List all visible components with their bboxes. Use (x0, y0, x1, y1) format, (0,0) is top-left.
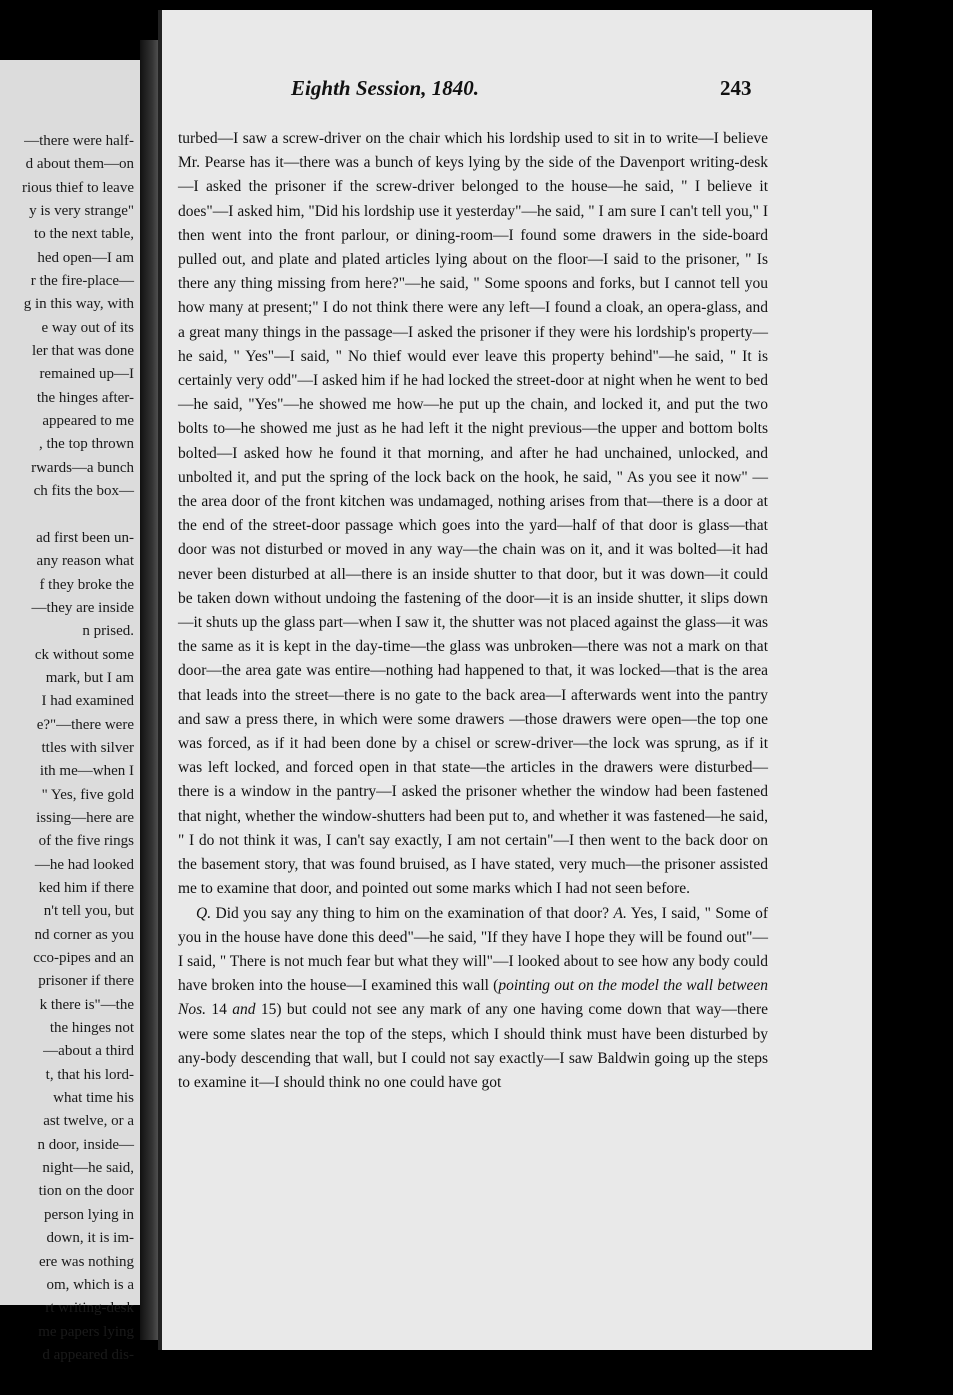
left-page-line: e way out of its (41, 319, 134, 336)
left-page-line: " Yes, five gold (41, 786, 134, 803)
left-page-line: ttles with silver (41, 739, 134, 756)
left-page-line: ch fits the box— (33, 483, 134, 500)
left-page-line: ked him if there (38, 880, 134, 896)
left-page-line: any reason what (36, 553, 134, 570)
left-page-line: ere was nothing (39, 1253, 134, 1270)
left-page-line: ler that was done (31, 343, 134, 360)
left-page-line: the hinges after- (36, 389, 134, 406)
left-page-line: n't tell you, but (43, 903, 134, 920)
left-page-line: —about a third (43, 1043, 134, 1060)
left-page-line: ck without some (34, 646, 134, 663)
left-page-line: —they are inside (31, 599, 134, 616)
left-page (0, 60, 146, 1363)
left-page-line: n door, inside— (37, 1136, 134, 1153)
left-page-text (0, 130, 134, 1367)
left-page-line: rt writing-desk (45, 1300, 134, 1317)
left-page-line: f they broke the (39, 576, 134, 593)
left-page-line: me papers lying (38, 1323, 134, 1340)
left-page-line: k there is"—the (39, 996, 134, 1013)
paragraph-testimony: turbed—I saw a screw-driver on the chair which his lordship used to sit in to write—I believe Mr. Pearse has it—there was a bunch of keys lying by the side of the Davenport writing-desk—I asked the prisoner if the screw-driver belonged to the house—he said, " I believe it does"—I asked him, "Did his lordship use it yesterday"—he said, " I am sure I can't tell you," I then went into the front parlour, or dining-room—I found some drawers in the side-board pulled out, and plate and plated articles lying about on the floor—I said to the prisoner, " Is there any thing missing from here?"—he said, " Some spoons and forks, but I cannot tell you how many at present;" I do not think there were any left—I found a cloak, an opera-glass, and a great many things in the passage—I asked the prisoner if they were his lordship's property—he said, " Yes"—I said, " No thief would ever leave this property behind"—he said, " It is certainly very odd"—I asked him if he had locked the street-door at night when he went to bed—he said, "Yes"—he showed me how—he put up the chain, and locked it, and put the two bolts to—he showed me just as he had left it the night previous—the upper and bottom bolts bolted—I asked how he found it that morning, and after he had unchained, unlocked, and unbolted it, and put the spring of the lock back on the hook, he said, " As you see it now" —the area door of the front kitchen was undamaged, nothing arises from that—there is a door at the end of the street-door passage which goes into the yard—half of that door is glass—that door was not disturbed or moved in any way—the chain was on it, and it was bolted—it had never been disturbed at all—there is an inside shutter to that door, but it was down—it could be taken down without undoing the fastening of the door—it is an inside shutter, it slips down—it shuts up the glass part—when I saw it, the shutter was not placed against the glass—it was the same as it is kept in the day-time—the glass was unbroken—there was not a mark on that door—the area gate was entire—nothing had happened to that, it was locked—that is the area that leads into the street—there is no gate to the back area—I afterwards went into the pantry and saw a press there, in which were some drawers —those drawers were open—the top one was forced, as if it had been done by a chisel or screw-driver—the lock was sprung, as if it was left locked, and forced open in that state—the articles in the drawers were disturbed—there is a window in the pantry—I asked the prisoner whether the window had been fastened that night, whether the window-shutters had been put to, and whether it was fastened—he said, " I do not think it was, I can't say exactly, I am not certain"—I then went to the back door on the basement story, that was found bruised, as I have stated, very much—the prisoner assisted me to examine that door, and pointed out some marks which I had not seen before. (178, 130, 768, 898)
left-page-line: g in this way, with (23, 296, 134, 313)
answer-italic-2: and (232, 1001, 256, 1019)
left-page-line: d appeared dis- (42, 1346, 134, 1363)
answer-label: A. (613, 904, 627, 922)
left-page-line: cco-pipes and an (33, 950, 134, 967)
page-body (178, 127, 768, 1095)
left-page-line: mark, but I am (45, 669, 134, 686)
left-page-line: d about them—on (25, 156, 134, 173)
left-page-line: tion on the door (38, 1183, 134, 1200)
left-page-line: , the top thrown (39, 436, 134, 453)
left-page-line: r the fire-place— (30, 273, 134, 290)
left-page-line: n prised. (82, 623, 134, 640)
left-page-line: rious thief to leave (21, 179, 134, 196)
left-page-line: ast twelve, or a (43, 1113, 134, 1130)
left-page-line: to the next table, (34, 226, 134, 243)
question-label: Q. (196, 904, 212, 922)
left-page-line (0, 504, 134, 527)
left-page-line: nd corner as you (34, 926, 134, 943)
left-page-line: prisoner if there (38, 973, 134, 990)
page-number: 243 (720, 76, 752, 100)
left-page-line: down, it is im- (46, 1230, 134, 1247)
left-page-line: t, that his lord- (45, 1066, 134, 1083)
left-page-line: night—he said, (42, 1160, 134, 1177)
left-page-line: I had examined (41, 693, 134, 710)
left-page-line: om, which is a (46, 1276, 134, 1293)
left-page-line: remained up—I (39, 366, 134, 383)
left-page-line: appeared to me (42, 413, 134, 430)
question-text: Did you say any thing to him on the examination of that door? (215, 904, 610, 922)
left-page-line: what time his (53, 1090, 134, 1107)
running-head: Eighth Session, 1840. (291, 76, 479, 100)
answer-text-1: Yes, I said, " Some of you in the house have done this deed"—he said, "If they have I hope they will be found out"—I said, " There is not much fear but what they will"—I looked about to see how any body could have broken into the house—I examined this wall ( (178, 904, 769, 995)
left-page-line: the hinges not (49, 1020, 134, 1037)
left-page-line: ad first been un- (36, 529, 134, 546)
answer-text-2: 14 (206, 1001, 233, 1019)
left-page-line: rwards—a bunch (31, 459, 134, 476)
paragraph-question (178, 902, 768, 1096)
left-page-line: person lying in (44, 1206, 134, 1223)
left-page-line: —he had looked (34, 856, 134, 873)
answer-text-3: 15) but could not see any mark of any one having come down that way—there were some slates near the top of the steps, which I should think must have been disturbed by any-body descending that wall, but I could not say exactly—I saw Baldwin going up the steps to examine it—I should think no one could have got (178, 1001, 768, 1091)
left-page-line: e?"—there were (36, 716, 134, 733)
left-page-line: of the five rings (38, 833, 134, 850)
left-page-line: hed open—I am (37, 249, 134, 266)
left-page-line: issing—here are (36, 809, 134, 826)
page-edge (872, 10, 953, 1395)
left-page-line: ith me—when I (39, 763, 134, 780)
answer-italic-1: pointing out on the model the wall between Nos. (178, 977, 768, 1019)
left-page-line: y is very strange" (29, 203, 134, 220)
left-page-line: —there were half- (24, 133, 134, 149)
